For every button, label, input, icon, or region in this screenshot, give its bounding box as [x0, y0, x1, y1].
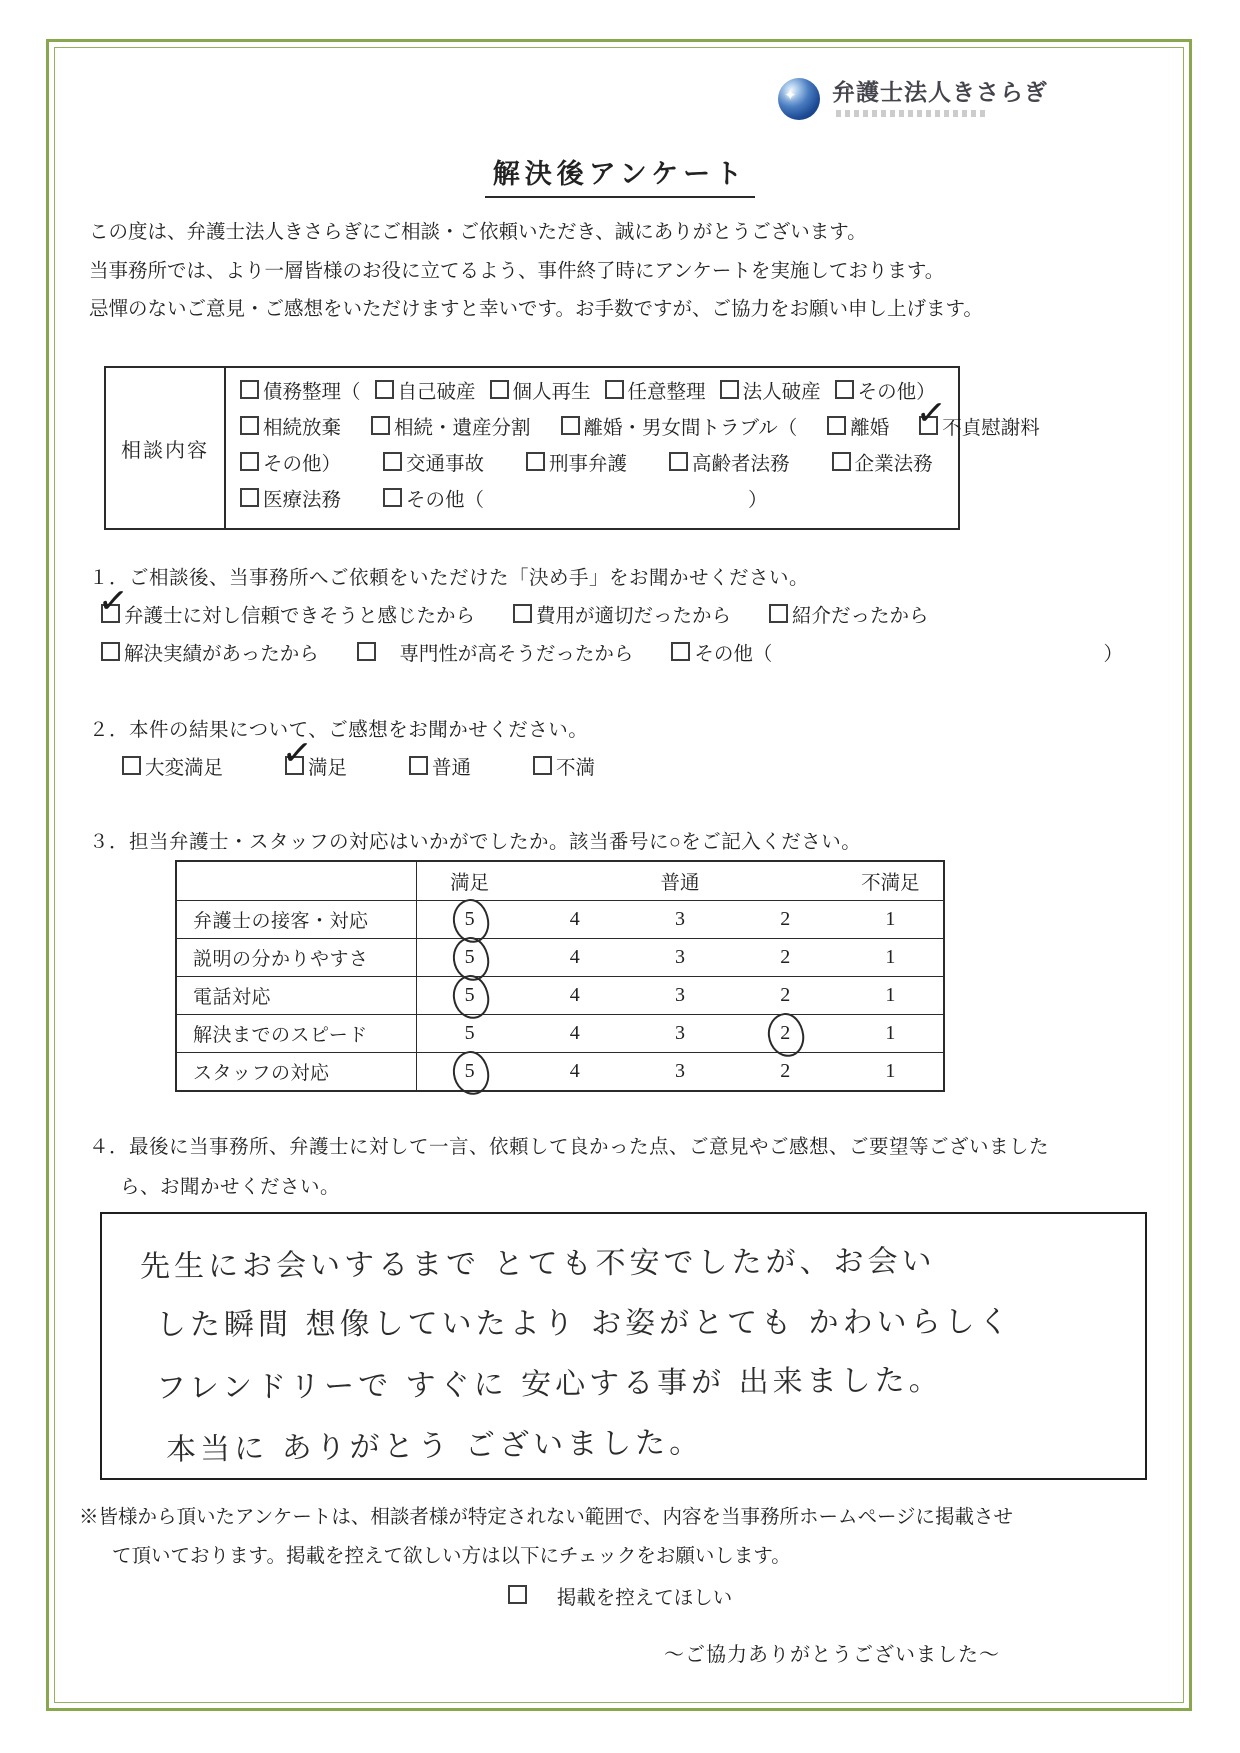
- q2-options-row: [122, 752, 1099, 780]
- logo-sphere-icon: [778, 78, 820, 120]
- consultation-table: [104, 366, 1040, 530]
- rating-4[interactable]: 4: [569, 946, 580, 968]
- option-label: 満足: [308, 758, 348, 779]
- rating-4[interactable]: 4: [569, 984, 580, 1006]
- question-2-heading: ２．本件の結果について、ご感想をお聞かせください。: [89, 720, 589, 741]
- checkbox-criminal-defense[interactable]: [526, 452, 545, 471]
- firm-name: 弁護士法人きさらぎ: [832, 80, 1048, 105]
- rating-header-spacer: [733, 862, 838, 900]
- rating-row-label: 弁護士の接客・対応: [177, 901, 417, 938]
- consult-row-4: [240, 483, 1040, 519]
- rating-4[interactable]: 4: [569, 1060, 580, 1082]
- checkbox-debt[interactable]: [240, 380, 259, 399]
- checkbox-debt-other[interactable]: [835, 380, 854, 399]
- checkbox-corporate-bankruptcy[interactable]: [720, 380, 739, 399]
- checkbox-divorce-other[interactable]: [240, 452, 259, 471]
- rating-5[interactable]: 5: [464, 1022, 475, 1044]
- rating-header-empty: [177, 862, 417, 900]
- question-3-heading: ３．担当弁護士・スタッフの対応はいかがでしたか。該当番号に○をご記入ください。: [89, 832, 862, 853]
- handwritten-line-3: フレンドリーで すぐに 安心する事が 出来ました。: [155, 1362, 943, 1407]
- option-label: その他）: [263, 454, 342, 475]
- rating-row-label: スタッフの対応: [177, 1053, 417, 1090]
- handwritten-line-4: 本当に ありがとう ございました。: [165, 1425, 704, 1468]
- optout-label: 掲載を控えてほしい: [556, 1588, 733, 1609]
- option-label: 費用が適切だったから: [536, 606, 732, 627]
- checkbox-medical-law[interactable]: [240, 488, 259, 507]
- rating-4[interactable]: 4: [569, 908, 580, 930]
- option-label: 大変満足: [145, 758, 224, 779]
- q1-options-row-2: [101, 636, 1151, 674]
- publication-note-line-2: て頂いております。掲載を控えて欲しい方は以下にチェックをお願いします。: [112, 1546, 791, 1567]
- checkbox-expertise[interactable]: [357, 642, 376, 661]
- option-label: 刑事弁護: [549, 454, 628, 475]
- intro-line-3: 忌憚のないご意見・ご感想をいただけますと幸いです。お手数ですが、ご協力をお願い申し上げます。: [89, 299, 983, 320]
- checkbox-inheritance-renounce[interactable]: [240, 416, 259, 435]
- rating-3[interactable]: 3: [674, 1060, 685, 1082]
- rating-header-neutral: 普通: [660, 873, 700, 894]
- rating-2[interactable]: 2: [733, 1015, 838, 1052]
- option-label: 相続・遺産分割: [394, 418, 531, 439]
- option-label: 債務整理（: [263, 382, 361, 403]
- checkbox-track-record[interactable]: [101, 642, 120, 661]
- rating-row-label: 説明の分かりやすさ: [177, 939, 417, 976]
- rating-row-explanation: [177, 938, 943, 976]
- checkbox-very-satisfied[interactable]: [122, 756, 141, 775]
- rating-row-label: 解決までのスピード: [177, 1015, 417, 1052]
- option-label: その他）: [857, 382, 936, 403]
- consultation-table-header: 相談内容: [106, 368, 226, 528]
- option-label: 任意整理: [627, 382, 706, 403]
- option-label: 自己破産: [397, 382, 476, 403]
- question-2: [89, 714, 1099, 780]
- closing-paren: ）: [1103, 644, 1123, 665]
- option-label: 不貞慰謝料: [942, 418, 1040, 439]
- checkbox-optout[interactable]: [508, 1585, 527, 1604]
- option-label: 弁護士に対し信頼できそうと感じたから: [124, 606, 476, 627]
- checkbox-traffic-accident[interactable]: [383, 452, 402, 471]
- option-label: 高齢者法務: [692, 454, 790, 475]
- comment-box[interactable]: [100, 1212, 1147, 1480]
- rating-1[interactable]: 1: [885, 946, 896, 968]
- question-4-heading-line-2: ら、お聞かせください。: [120, 1177, 341, 1198]
- rating-2[interactable]: 2: [780, 984, 791, 1006]
- rating-2[interactable]: 2: [780, 1060, 791, 1082]
- option-label: 相続放棄: [263, 418, 342, 439]
- option-label: 離婚: [850, 418, 890, 439]
- option-label: 法人破産: [742, 382, 821, 403]
- checkbox-estate-division[interactable]: [371, 416, 390, 435]
- rating-header-satisfied: 満足: [450, 873, 490, 894]
- rating-row-label: 電話対応: [177, 977, 417, 1014]
- rating-header-row: [177, 862, 943, 900]
- option-label: 普通: [432, 758, 472, 779]
- checkbox-rehabilitation[interactable]: [490, 380, 509, 399]
- rating-2[interactable]: 2: [780, 908, 791, 930]
- checkbox-neutral[interactable]: [409, 756, 428, 775]
- firm-tagline: [836, 110, 986, 117]
- checkbox-other[interactable]: [383, 488, 402, 507]
- checkbox-bankruptcy[interactable]: [375, 380, 394, 399]
- checkbox-q1-other[interactable]: [671, 642, 690, 661]
- optout-row: [0, 1582, 1240, 1610]
- page-title: 解決後アンケート: [485, 152, 755, 198]
- intro-line-2: 当事務所では、より一層皆様のお役に立てるよう、事件終了時にアンケートを実施しております。: [89, 260, 945, 282]
- rating-header-dissatisfied: 不満足: [861, 873, 920, 894]
- option-label: その他（: [694, 644, 773, 665]
- rating-1[interactable]: 1: [885, 984, 896, 1006]
- option-label: 交通事故: [406, 454, 485, 475]
- rating-3[interactable]: 3: [674, 908, 685, 930]
- intro-paragraph: [89, 214, 1099, 330]
- option-label: 不満: [556, 758, 596, 779]
- closing-thanks: ～ご協力ありがとうございました～: [664, 1644, 1000, 1666]
- rating-table: [175, 860, 945, 1092]
- option-label: その他（: [406, 490, 485, 511]
- checkbox-dissatisfied[interactable]: [533, 756, 552, 775]
- rating-5[interactable]: 5: [417, 977, 522, 1014]
- checkbox-divorce-trouble[interactable]: [561, 416, 580, 435]
- intro-line-1: この度は、弁護士法人きさらぎにご相談・ご依頼いただき、誠にありがとうございます。: [89, 222, 867, 243]
- option-label: 個人再生: [512, 382, 591, 403]
- rating-1[interactable]: 1: [885, 1060, 896, 1082]
- consult-row-3: [240, 447, 1040, 483]
- checkbox-voluntary[interactable]: [605, 380, 624, 399]
- rating-row-lawyer-service: [177, 900, 943, 938]
- rating-3[interactable]: 3: [674, 984, 685, 1006]
- option-label: 解決実績があったから: [124, 644, 319, 665]
- closing-paren: ）: [748, 490, 768, 511]
- firm-logo: [778, 78, 1048, 120]
- rating-5[interactable]: 5: [417, 901, 522, 938]
- rating-header-spacer: [522, 862, 627, 900]
- rating-3[interactable]: 3: [674, 946, 685, 968]
- publication-note: [79, 1498, 1139, 1576]
- rating-5[interactable]: 5: [417, 939, 522, 976]
- option-label: 専門性が高そうだったから: [379, 644, 634, 665]
- checkbox-elderly-law[interactable]: [669, 452, 688, 471]
- question-1: [89, 562, 1151, 674]
- handwritten-line-2: した瞬間 想像していたより お姿がとても かわいらしく: [155, 1304, 1013, 1343]
- rating-row-phone: [177, 976, 943, 1014]
- option-label: 離婚・男女間トラブル（: [583, 418, 798, 439]
- checkbox-fee-appropriate[interactable]: [513, 604, 532, 623]
- option-label: 紹介だったから: [792, 606, 929, 627]
- checkbox-referral[interactable]: [769, 604, 788, 623]
- checkbox-infidelity-compensation[interactable]: [919, 416, 938, 435]
- option-label: 企業法務: [854, 454, 933, 475]
- checkbox-satisfied[interactable]: [285, 756, 304, 775]
- rating-1[interactable]: 1: [885, 908, 896, 930]
- rating-1[interactable]: 1: [885, 1022, 896, 1044]
- q1-options-row-1: [101, 598, 1151, 636]
- checkbox-corporate-law[interactable]: [832, 452, 851, 471]
- question-4-heading-line-1: ４．最後に当事務所、弁護士に対して一言、依頼して良かった点、ご意見やご感想、ご要望等ございました: [89, 1137, 1050, 1158]
- question-1-heading: １．ご相談後、当事務所へご依頼をいただけた「決め手」をお聞かせください。: [89, 568, 810, 589]
- question-4: [80, 1128, 1155, 1468]
- checkbox-trust-lawyer[interactable]: [101, 604, 120, 623]
- rating-4[interactable]: 4: [569, 1022, 580, 1044]
- question-3: [89, 826, 1149, 1084]
- rating-5[interactable]: 5: [417, 1053, 522, 1090]
- rating-3[interactable]: 3: [674, 1022, 685, 1044]
- publication-note-line-1: ※皆様から頂いたアンケートは、相談者様が特定されない範囲で、内容を当事務所ホームページに掲載させ: [79, 1507, 1014, 1528]
- handwritten-line-1: 先生にお会いするまで とても不安でしたが、お会い: [139, 1243, 936, 1285]
- checkbox-divorce[interactable]: [827, 416, 846, 435]
- consult-row-2: [240, 411, 1040, 447]
- rating-row-staff: [177, 1052, 943, 1090]
- rating-row-speed: [177, 1014, 943, 1052]
- rating-2[interactable]: 2: [780, 946, 791, 968]
- option-label: 医療法務: [263, 490, 342, 511]
